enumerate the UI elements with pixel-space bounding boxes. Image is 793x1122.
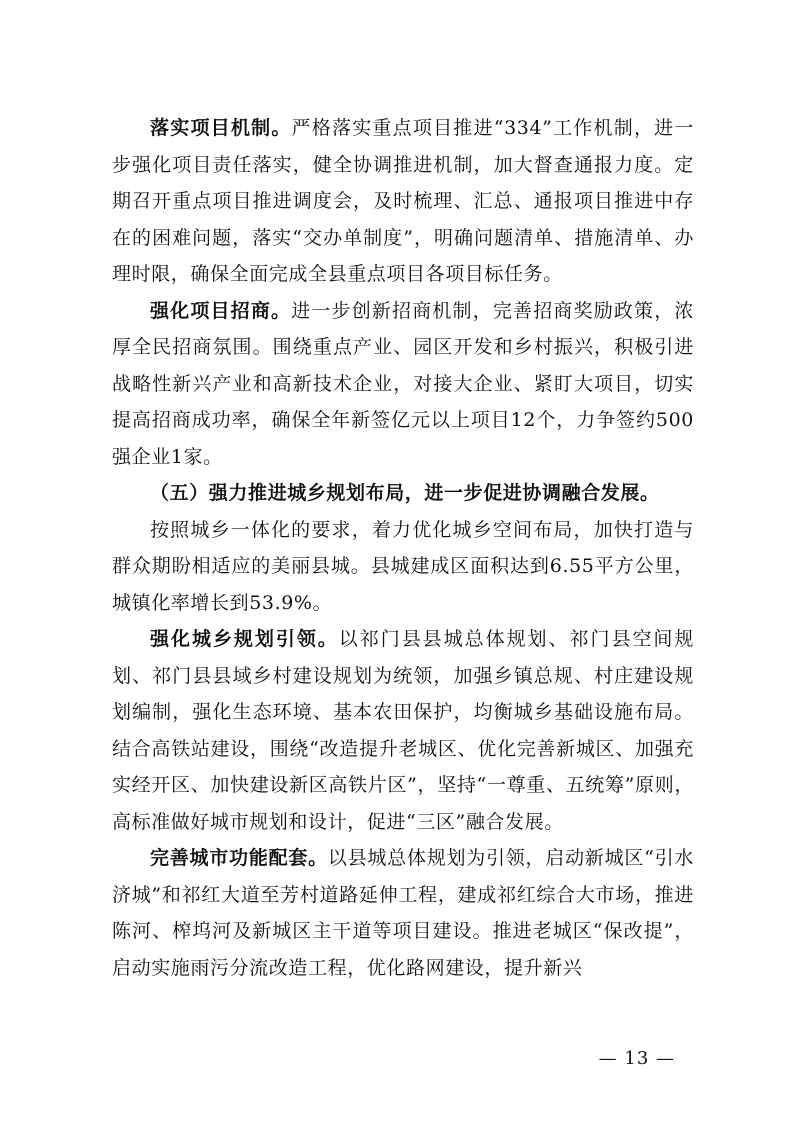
paragraph-text: 进一步创新招商机制，完善招商奖励政策，浓厚全民招商氛围。围绕重点产业、园区开发和乡村振兴，积极引进战略性新兴产业和高新技术企业，对接大企业、紧盯大项目，切实提高招商成功率，确保全年新签亿元以上项目12个，力争签约500强企业1家。 [112, 299, 694, 468]
paragraph-lead: 强化城乡规划引领。 [150, 628, 339, 650]
paragraph-investment-attraction [112, 293, 694, 476]
paragraph-urban-rural-intro [112, 512, 694, 622]
paragraph-lead: 强化项目招商。 [150, 299, 292, 322]
section-heading: （五）强力推进城乡规划布局，进一步促进协调融合发展。 [150, 482, 660, 504]
document-body [112, 110, 694, 986]
paragraph-text: 以祁门县县城总体规划、祁门县空间规划、祁门县县域乡村建设规划为统领，加强乡镇总规、村庄建设规划编制，强化生态环境、基本农田保护，均衡城乡基础设施布局。结合高铁站建设，围绕“改造提升老城区、优化完善新城区、加强充实经开区、加快建设新区高铁片区”，坚持“一尊重、五统筹”原则，高标准做好城市规划和设计，促进“三区”融合发展。 [112, 628, 694, 833]
paragraph-planning-guidance [112, 621, 694, 840]
page-number: — 13 — [598, 1048, 675, 1069]
paragraph-lead: 完善城市功能配套。 [150, 847, 328, 869]
paragraph-project-mechanism [112, 110, 694, 293]
paragraph-text: 以县城总体规划为引领，启动新城区“引水济城”和祁红大道至芳村道路延伸工程，建成祁红综合大市场，推进陈河、榨坞河及新城区主干道等项目建设。推进老城区“保改提”，启动实施雨污分流改造工程，优化路网建设，提升新兴 [112, 847, 694, 979]
paragraph-text: 严格落实重点项目推进“334”工作机制，进一步强化项目责任落实，健全协调推进机制，加大督查通报力度。定期召开重点项目推进调度会，及时梳理、汇总、通报项目推进中存在的困难问题，落实“交办单制度”，明确问题清单、措施清单、办理时限，确保全面完成全县重点项目各项目标任务。 [112, 117, 694, 285]
paragraph-city-functions [112, 840, 694, 986]
paragraph-text: 按照城乡一体化的要求，着力优化城乡空间布局，加快打造与群众期盼相适应的美丽县城。县城建成区面积达到6.55平方公里，城镇化率增长到53.9%。 [112, 518, 694, 614]
paragraph-lead: 落实项目机制。 [150, 117, 292, 139]
